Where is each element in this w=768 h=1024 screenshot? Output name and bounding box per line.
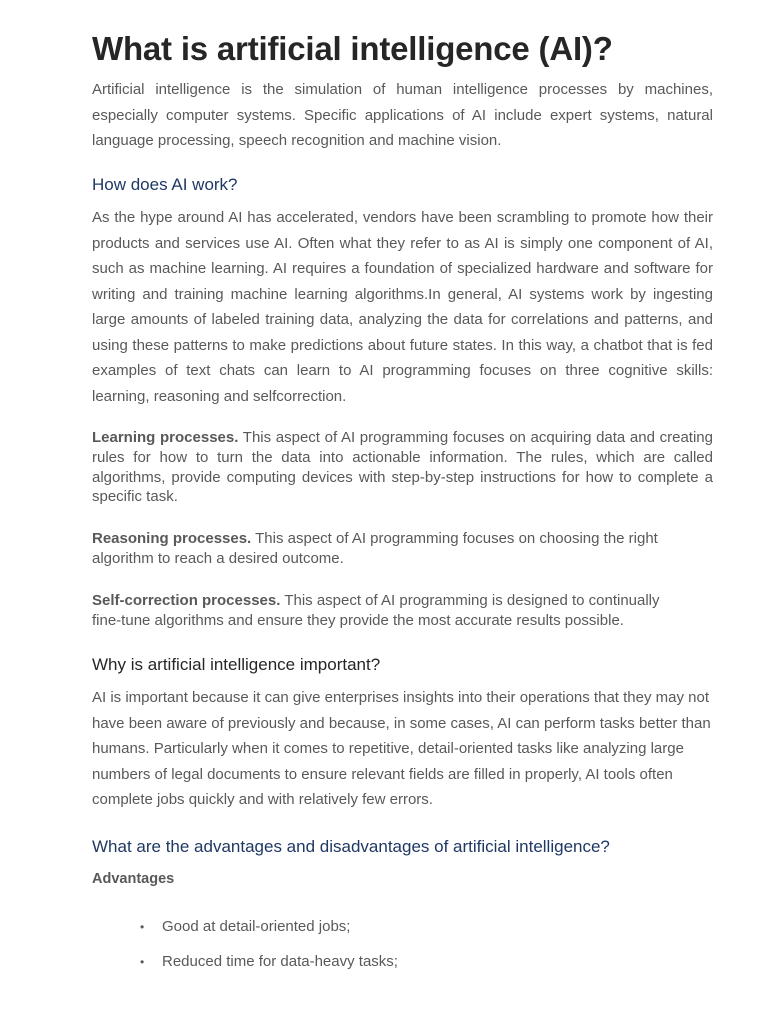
why-paragraph: AI is important because it can give enterprises insights into their operations that they may not have been aware of previously and because, in some cases, AI can perform tasks better than humans. Particularly when it comes to repetitive, detail-oriented tasks like analyzing large numbers of legal documents to ensure relevant fields are filled in properly, AI tools often complete jobs quickly and with relatively few errors.	[92, 689, 711, 808]
list-item	[92, 952, 713, 987]
advantages-label: Advantages	[92, 871, 175, 887]
reasoning-lead: Reasoning processes.	[92, 530, 252, 547]
reasoning-paragraph	[92, 529, 692, 569]
learning-lead: Learning processes.	[92, 429, 239, 446]
list-item	[92, 917, 713, 952]
learning-paragraph	[92, 428, 713, 507]
page-title: What is artificial intelligence (AI)?	[92, 30, 613, 67]
selfcorrection-lead: Self-correction processes.	[92, 592, 281, 609]
advantages-list	[92, 917, 713, 987]
how-paragraph: As the hype around AI has accelerated, vendors have been scrambling to promote how their products and services use AI. Often what they refer to as AI is simply one component of AI, such as machine learning. AI requires a foundation of specialized hardware and software for writing and training machine learning algorithms.In general, AI systems work by ingesting large amounts of labeled training data, analyzing the data for correlations and patterns, and using these patterns to make predictions about future states. In this way, a chatbot that is fed examples of text chats can learn to AI programming focuses on three cognitive skills: learning, reasoning and selfcorrection.	[92, 209, 713, 405]
list-item-text: Reduced time for data-heavy tasks;	[162, 953, 398, 970]
how-heading: How does AI work?	[92, 175, 238, 194]
selfcorrection-text: This aspect of AI programming is designed to continually fine-tune algorithms and ensure they provide the most accurate results possible.	[92, 592, 660, 629]
learning-text: This aspect of AI programming focuses on acquiring data and creating rules for how to turn the data into actionable information. The rules, which are called algorithms, provide computing devices with step-by-step instructions for how to complete a specific task.	[92, 429, 713, 506]
bullet-icon: •	[140, 955, 145, 969]
why-heading: Why is artificial intelligence important?	[92, 655, 381, 674]
bullet-icon: •	[140, 920, 145, 934]
reasoning-text: This aspect of AI programming focuses on choosing the right algorithm to reach a desired outcome.	[92, 530, 658, 567]
list-item-text: Good at detail-oriented jobs;	[162, 918, 351, 935]
advantages-disadvantages-heading: What are the advantages and disadvantages of artificial intelligence?	[92, 837, 610, 856]
intro-paragraph: Artificial intelligence is the simulation of human intelligence processes by machines, especially computer systems. Specific applications of AI include expert systems, natural language processing, speech recognition and machine vision.	[92, 81, 713, 149]
selfcorrection-paragraph	[92, 591, 692, 631]
